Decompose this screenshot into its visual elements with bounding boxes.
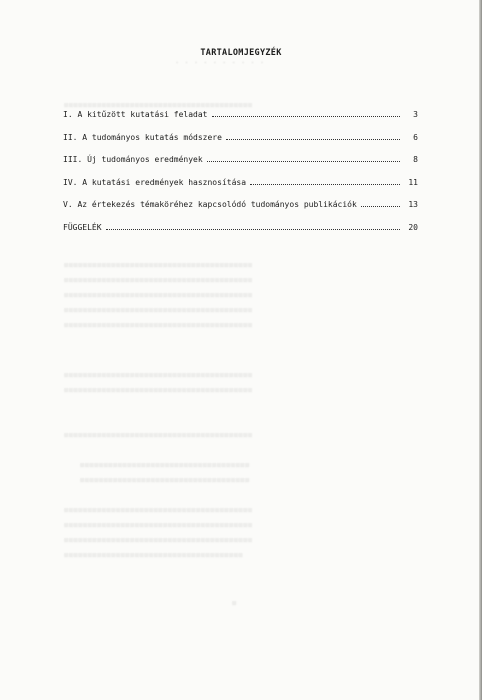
toc-entry-label: III. Új tudományos eredmények bbox=[63, 155, 203, 165]
toc-entry-label: II. A tudományos kutatás módszere bbox=[63, 132, 222, 142]
toc-entry-label: V. Az értekezés témaköréhez kapcsolódó tudományos publikációk bbox=[63, 200, 357, 210]
toc-entry-page: 6 bbox=[413, 132, 418, 142]
toc-entry[interactable] bbox=[63, 222, 418, 233]
toc-entry-page: 13 bbox=[408, 200, 418, 210]
toc-entry[interactable] bbox=[63, 132, 418, 143]
toc-entry-label: FÜGGELÉK bbox=[63, 222, 102, 232]
table-of-contents bbox=[63, 109, 418, 245]
toc-entry[interactable] bbox=[63, 199, 418, 210]
toc-entry-page: 8 bbox=[413, 155, 418, 165]
toc-entry-label: IV. A kutatási eredmények hasznosítása bbox=[63, 177, 247, 187]
dot-leader bbox=[361, 205, 400, 207]
dot-leader bbox=[250, 183, 400, 185]
dot-leader bbox=[207, 160, 400, 162]
toc-entry[interactable] bbox=[63, 154, 418, 165]
dot-leader bbox=[226, 138, 400, 140]
toc-entry-page: 20 bbox=[408, 222, 418, 232]
toc-entry[interactable] bbox=[63, 109, 418, 120]
toc-entry-label: I. A kitűzött kutatási feladat bbox=[63, 110, 208, 119]
toc-entry-page: 11 bbox=[408, 177, 418, 187]
page-title: TARTALOMJEGYZÉK bbox=[200, 48, 282, 58]
toc-entry-page: 3 bbox=[413, 110, 418, 119]
dot-leader bbox=[212, 115, 401, 117]
toc-entry[interactable] bbox=[63, 177, 418, 188]
bleed-through-text: • • • • • • • • • • ■■■■■■■■■■■■■■■■■■■■■■■■■■■■■■■■■■■■■■■■ ■■■■■■■■■■■■■■■■■■■■■■■■■■■■■■■■■■■■■■■■ ■■■■■■■■■■■■■■■■■■■■■■■■■■■■■■■■■■■■■■■■ ■■■■■■■■■■■■■■■■■■■■■■■■■■■■■■■■■■■■■■■■ ■■■■■■■■■■■■■■■■■■■■■■■■■■■■■■■■■■■■■■■■ ■■■■■■■■■■■■■■■■■■■■■■■■■■■■■■■■■■■■■■■■ ■■■■■■■■■■■■■■■■■■■■■■■■■■■■■■■■■■■■■■■■ ■■■■■■■■■■■■■■■■■■■■■■■■■■■■■■■■■■■■■■■■ ■■■■■■■■■■■■■■■■■■■■■■■■■■■■■■■■■■■■■■■■ ■■■■■■■■■■■■■■■■■■■■■■■■■■■■■■■■■■■■ ■■■■■■■■■■■■■■■■■■■■■■■■■■■■■■■■■■■■ ■■■■■■■■■■■■■■■■■■■■■■■■■■■■■■■■■■■■■■■■ ■■■■■■■■■■■■■■■■■■■■■■■■■■■■■■■■■■■■■■■■ ■■■■■■■■■■■■■■■■■■■■■■■■■■■■■■■■■■■■■■■■ ■■■■■■■■■■■■■■■■■■■■■■■■■■■■■■■■■■■■■■ ■ bbox=[64, 59, 265, 607]
dot-leader bbox=[106, 228, 400, 230]
